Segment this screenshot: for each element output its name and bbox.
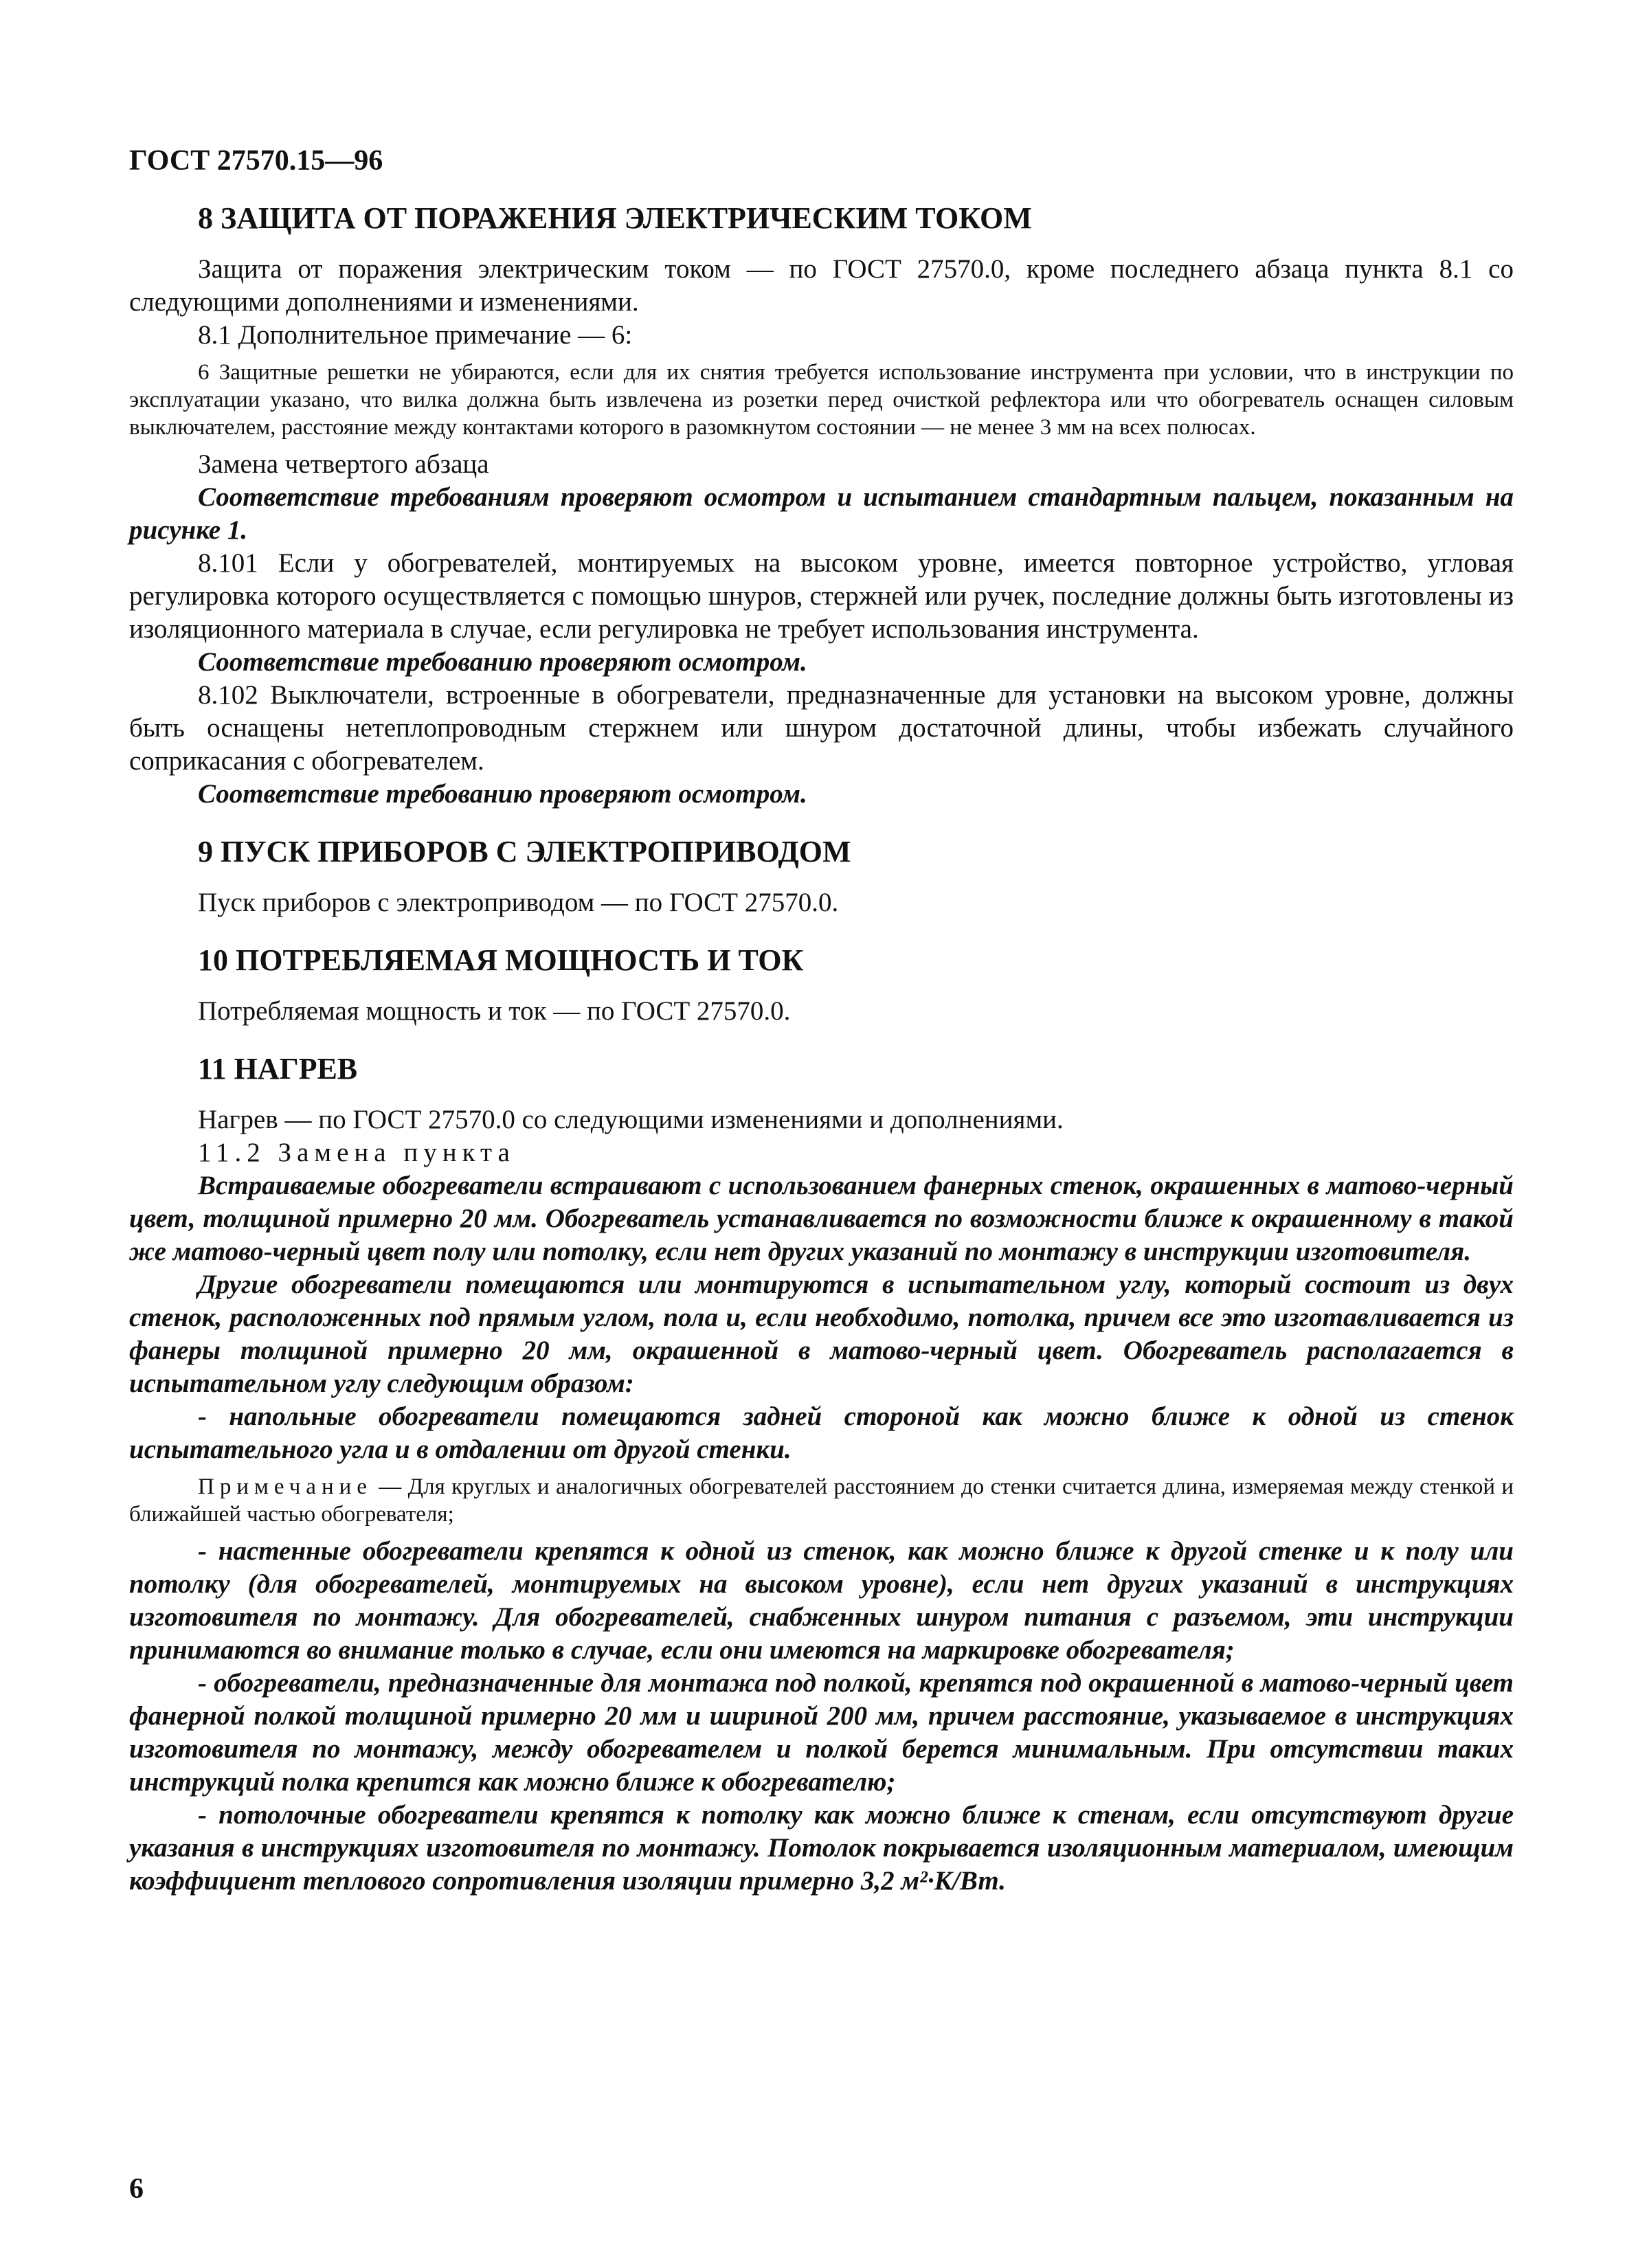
wall-heaters-item: - настенные обогреватели крепятся к одной из стенок, как можно ближе к другой стенке и к полу или потолку (для обогревателей, монтируемых на высоком уровне), если нет других указаний в инструкциях изготовителя по монтажу. Для обогревателей, снабженных шнуром питания с разъемом, эти инструкции принимаются во внимание только в случае, если они имеются на маркировке обогревателя; — [129, 1536, 1514, 1665]
section-8-intro: Защита от поражения электрическим током — по ГОСТ 27570.0, кроме последнего абзаца пункта 8.1 со следующими дополнениями и изменениями. — [129, 254, 1514, 317]
note-6: 6 Защитные решетки не убираются, если для их снятия требуется использование инструмента при условии, что в инструкции по эксплуатации указано, что вилка должна быть извлечена из розетки перед очисткой рефлектора или что обогреватель оснащен силовым выключателем, расстояние между контактами которого в разомкнутом состоянии — не менее 3 мм на всех полюсах. — [129, 360, 1514, 440]
page-content — [129, 199, 1514, 1898]
section-11-heading: 11 НАГРЕВ — [198, 1052, 358, 1086]
floor-heaters-item: - напольные обогреватели помещаются задней стороной как можно ближе к одной из стенок испытательного угла и в отдалении от другой стенки. — [129, 1402, 1514, 1464]
note-label: Примечание — [198, 1474, 372, 1499]
section-8-heading: 8 ЗАЩИТА ОТ ПОРАЖЕНИЯ ЭЛЕКТРИЧЕСКИМ ТОКОМ — [198, 201, 1032, 235]
section-10-text: Потребляемая мощность и ток — по ГОСТ 27570.0. — [198, 996, 791, 1026]
clause-11-2: 11.2 Замена пункта — [198, 1138, 515, 1167]
test-corner-paragraph: Другие обогреватели помещаются или монтируются в испытательном углу, который состоит из двух стенок, расположенных под прямым углом, пола и, если необходимо, потолка, причем все это изготавливается из фанеры толщиной примерно 20 мм, окрашенной в матово-черный цвет. Обогреватель располагается в испытательном углу следующим образом: — [129, 1270, 1514, 1398]
document-code-header: ГОСТ 27570.15—96 — [129, 145, 383, 177]
compliance-check-1: Соответствие требованиям проверяют осмотром и испытанием стандартным пальцем, показанным на рисунке 1. — [129, 482, 1514, 545]
compliance-check-2: Соответствие требованию проверяют осмотром. — [198, 647, 807, 677]
built-in-heaters-paragraph: Встраиваемые обогреватели встраивают с использованием фанерных стенок, окрашенных в матово-черный цвет, толщиной примерно 20 мм. Обогреватель устанавливается по возможности ближе к окрашенному в такой же матово-черный цвет полу или потолку, если нет других указаний по монтажу в инструкции изготовителя. — [129, 1171, 1514, 1266]
clause-8-1: 8.1 Дополнительное примечание — 6: — [198, 320, 633, 350]
shelf-heaters-item: - обогреватели, предназначенные для монтажа под полкой, крепятся под окрашенной в матово-черный цвет фанерной полкой толщиной примерно 20 мм и шириной 200 мм, причем расстояние, указываемое в инструкциях изготовителя по монтажу, между обогревателем и полкой берется минимальным. При отсутствии таких инструкций полка крепится как можно ближе к обогревателю; — [129, 1668, 1514, 1797]
note-text: — Для круглых и аналогичных обогревателей расстоянием до стенки считается длина, измеряемая между стенкой и ближайшей частью обогревателя; — [129, 1474, 1514, 1527]
section-11-intro: Нагрев — по ГОСТ 27570.0 со следующими изменениями и дополнениями. — [198, 1105, 1064, 1134]
ceiling-heaters-item: - потолочные обогреватели крепятся к потолку как можно ближе к стенам, если отсутствуют другие указания в инструкциях изготовителя по монтажу. Потолок покрывается изоляционным материалом, имеющим коэффициент теплового сопротивления изоляции примерно 3,2 м²·К/Вт. — [129, 1800, 1514, 1896]
page-number: 6 — [129, 2173, 144, 2205]
compliance-check-3: Соответствие требованию проверяют осмотром. — [198, 779, 807, 809]
section-10-heading: 10 ПОТРЕБЛЯЕМАЯ МОЩНОСТЬ И ТОК — [198, 943, 804, 977]
section-9-text: Пуск приборов с электроприводом — по ГОСТ 27570.0. — [198, 888, 839, 917]
section-9-heading: 9 ПУСК ПРИБОРОВ С ЭЛЕКТРОПРИВОДОМ — [198, 835, 851, 868]
clause-8-101: 8.101 Если у обогревателей, монтируемых на высоком уровне, имеется повторное устройство, угловая регулировка которого осуществляется с помощью шнуров, стержней или ручек, последние должны быть изготовлены из изоляционного материала в случае, если регулировка не требует использования инструмента. — [129, 548, 1514, 644]
note-round-heaters — [129, 1473, 1514, 1528]
clause-8-102: 8.102 Выключатели, встроенные в обогреватели, предназначенные для установки на высоком уровне, должны быть оснащены нетеплопроводным стержнем или шнуром достаточной длины, чтобы избежать случайного соприкасания с обогревателем. — [129, 680, 1514, 776]
replacement-4th-paragraph: Замена четвертого абзаца — [198, 449, 489, 479]
